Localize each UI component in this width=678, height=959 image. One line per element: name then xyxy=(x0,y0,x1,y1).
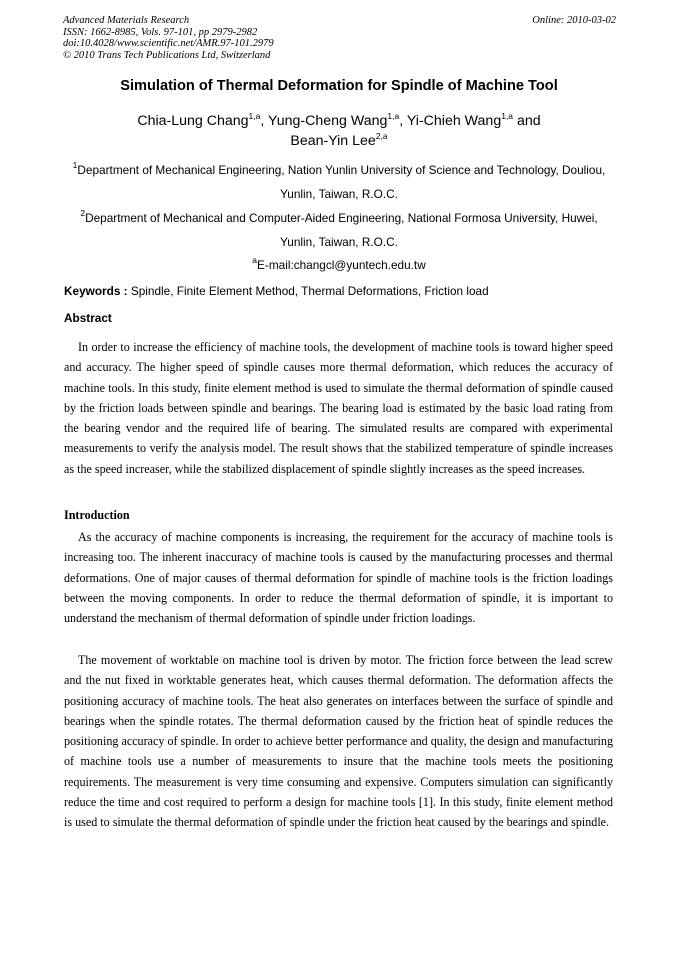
journal-name: Advanced Materials Research xyxy=(63,15,190,26)
affiliation-2 xyxy=(64,206,614,254)
author-affiliation-mark: 1,a xyxy=(501,111,514,121)
author-affiliation-mark: 2,a xyxy=(375,131,388,141)
abstract-heading: Abstract xyxy=(64,311,112,325)
author-name: Bean-Yin Lee xyxy=(290,133,376,149)
introduction-heading: Introduction xyxy=(64,508,130,522)
abstract-paragraph: In order to increase the efficiency of machine tools, the development of machine tools is toward higher speed and accuracy. The higher speed of spindle causes more thermal deformation, which reduces the accuracy of machine tools. In this study, finite element method is used to simulate the thermal deformation of spindle caused by the friction loads between spindle and bearings. The bearing load is estimated by the basic load rating from the bearing vendor and the required life of bearing. The simulated results are compared with experimental measurements to verify the analysis model. The result shows that the stabilized temperature of spindle increases as the speed increaser, while the stabilized displacement of spindle slightly increases as the speed increases. xyxy=(64,340,613,476)
issn-line: ISSN: 1662-8985, Vols. 97-101, pp 2979-2982 xyxy=(63,26,258,38)
doi-line: doi:10.4028/www.scientific.net/AMR.97-101.2979 xyxy=(63,38,274,49)
affiliation-mark: 2 xyxy=(80,208,86,218)
affiliation-text: Department of Mechanical Engineering, Nation Yunlin University of Science and Technology, Douliou, Yunlin, Taiwan, R.O.C. xyxy=(77,163,606,201)
author-affiliation-mark: 1,a xyxy=(248,111,261,121)
affiliation-1 xyxy=(64,158,614,206)
email-mark: a xyxy=(252,255,258,265)
introduction-paragraph-1: As the accuracy of machine components is increasing, the requirement for the accuracy of machine tools is increasing too. The inherent inaccuracy of machine tools is caused by the manufacturing processes and thermal deformations. One of major causes of thermal deformation for spindle of machine tools is the friction loadings between the moving components. In order to reduce the thermal deformation of spindle, it is important to understand the mechanism of thermal deformation of spindle under friction loadings. xyxy=(64,530,613,626)
email-text: E-mail:changcl@yuntech.edu.tw xyxy=(257,258,426,272)
copyright-line: © 2010 Trans Tech Publications Ltd, Switzerland xyxy=(63,49,271,61)
contact-email xyxy=(64,253,614,277)
keywords-label: Keywords : xyxy=(64,284,128,298)
keywords-text: Spindle, Finite Element Method, Thermal Deformations, Friction load xyxy=(130,284,489,298)
author-name: Yung-Cheng Wang xyxy=(268,113,388,129)
author-name: Chia-Lung Chang xyxy=(137,113,249,129)
paper-title: Simulation of Thermal Deformation for Spindle of Machine Tool xyxy=(120,78,558,94)
affiliation-text: Department of Mechanical and Computer-Aided Engineering, National Formosa University, Huwei, Yunlin, Taiwan, R.O.C. xyxy=(85,211,598,249)
author-conjunction: and xyxy=(517,113,541,129)
online-date: Online: 2010-03-02 xyxy=(532,15,616,26)
keywords-line xyxy=(64,284,624,298)
journal-header xyxy=(63,15,616,61)
introduction-paragraph-2: The movement of worktable on machine tool is driven by motor. The friction force between the lead screw and the nut fixed in worktable generates heat, which causes thermal deformation. The deformation affects the positioning accuracy of machine tools. The heat also generates on interfaces between the surface of spindle and bearings when the spindle rotates. The thermal deformation caused by the friction heat of spindle reduces the positioning accuracy of spindle. In order to achieve better performance and quality, the design and manufacturing of machine tools use a number of measurements to insure that the machine tools meets the positioning requirements. The measurement is very time consuming and expensive. Computers simulation can significantly reduce the time and cost required to perform a design for machine tools [1]. In this study, finite element method is used to simulate the thermal deformation of spindle under the friction heat caused by the bearings and spindle. xyxy=(64,653,613,830)
author-affiliation-mark: 1,a xyxy=(387,111,400,121)
author-list: Chia-Lung Chang$^{1,a}$, Yung-Cheng Wang$^{1,a}$, Yi-Chieh Wang$^{1,a}$ and Bean-Yin Lee$^{2,a}$ xyxy=(137,111,541,149)
affiliation-mark: 1 xyxy=(72,160,78,170)
author-name: Yi-Chieh Wang xyxy=(406,113,502,129)
